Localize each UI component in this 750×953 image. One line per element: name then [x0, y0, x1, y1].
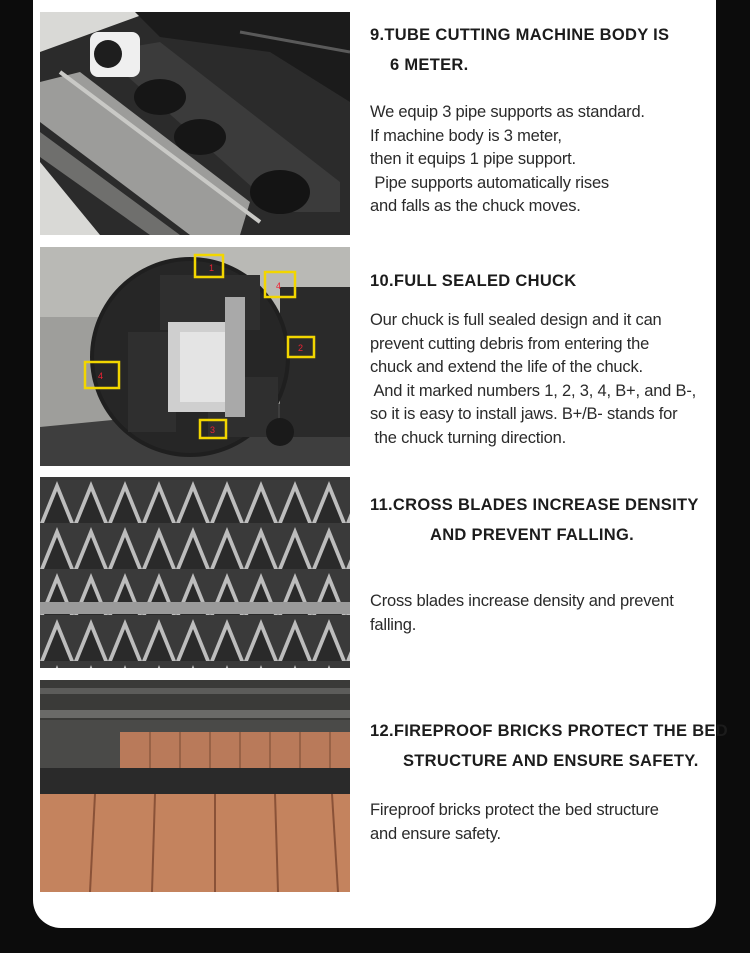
section-10-line: And it marked numbers 1, 2, 3, 4, B+, and B-, — [370, 381, 697, 400]
section-11-description — [370, 590, 674, 637]
chuck-marker: 1 — [209, 263, 215, 273]
section-10-line: prevent cutting debris from entering the — [370, 334, 650, 353]
section-10-line: chuck and extend the life of the chuck. — [370, 358, 643, 376]
section-9-line: If machine body is 3 meter, — [370, 126, 562, 145]
section-9-line: We equip 3 pipe supports as standard. — [370, 103, 645, 121]
section-12-line: and ensure safety. — [370, 824, 501, 843]
chuck-marker: 3 — [210, 425, 216, 435]
section-10-title: 10.FULL SEALED CHUCK — [370, 272, 577, 290]
section-11-line: falling. — [370, 615, 417, 634]
section-10-description — [370, 309, 696, 450]
section-9-description — [370, 101, 645, 219]
section-10-line: Our chuck is full sealed design and it can — [370, 311, 662, 329]
section-9-line: and falls as the chuck moves. — [370, 197, 581, 215]
cross-blades-photo — [40, 477, 350, 668]
section-9-title-line2: 6 METER. — [390, 56, 469, 74]
section-9-title-line1: 9.TUBE CUTTING MACHINE BODY IS — [370, 26, 670, 44]
sealed-chuck-photo — [40, 247, 350, 466]
section-12-title-line2: STRUCTURE AND ENSURE SAFETY. — [403, 752, 699, 770]
section-10-line: the chuck turning direction. — [370, 428, 566, 447]
section-9-line: Pipe supports automatically rises — [370, 173, 609, 192]
chuck-marker: 4 — [276, 281, 282, 291]
chuck-marker: 2 — [298, 343, 304, 353]
section-11-title-line2: AND PREVENT FALLING. — [430, 526, 635, 544]
section-12-title-line1: 12.FIREPROOF BRICKS PROTECT THE BED — [370, 722, 728, 740]
section-9-line: then it equips 1 pipe support. — [370, 150, 576, 168]
section-12-description — [370, 799, 659, 846]
section-11-title-line1: 11.CROSS BLADES INCREASE DENSITY — [370, 496, 699, 514]
chuck-marker: 4 — [98, 371, 104, 381]
section-10-line: so it is easy to install jaws. B+/B- stands for — [370, 405, 678, 423]
section-11-line: Cross blades increase density and prevent — [370, 592, 674, 610]
tube-cutting-machine-photo — [40, 12, 350, 235]
section-12-line: Fireproof bricks protect the bed structure — [370, 801, 659, 819]
fireproof-bricks-photo — [40, 680, 350, 892]
